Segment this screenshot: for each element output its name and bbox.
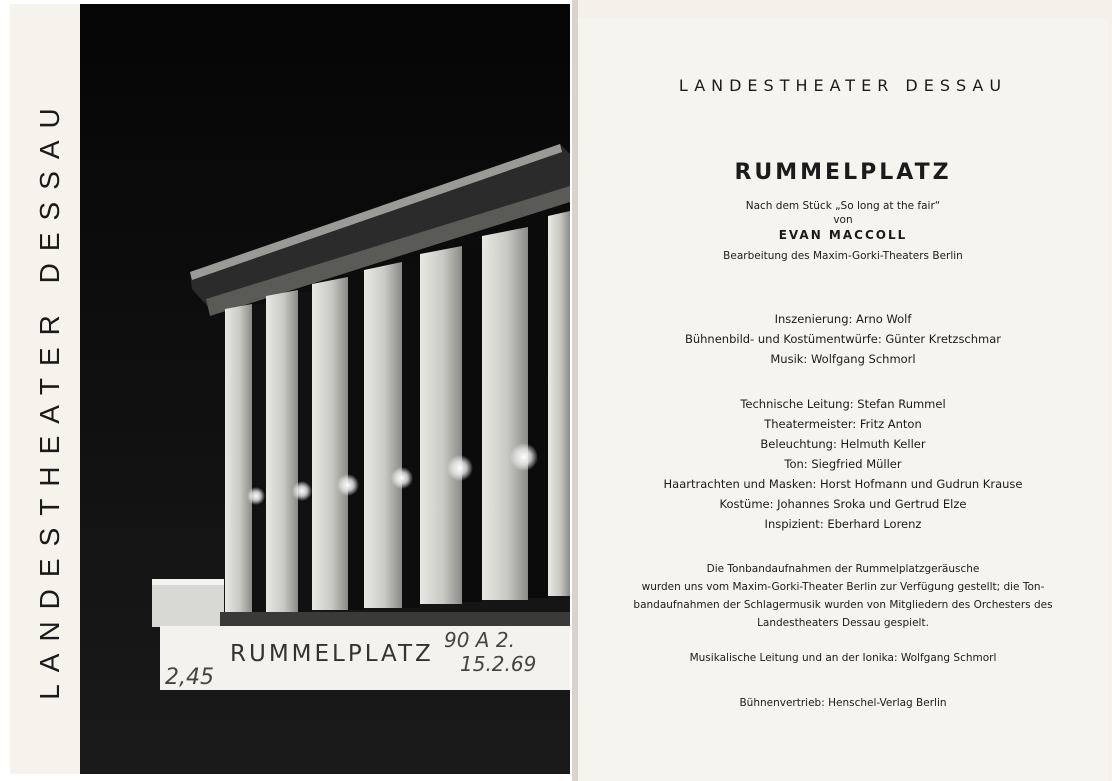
handwritten-price: 2,45 [165,665,214,690]
theater-heading: LANDESTHEATER DESSAU [678,76,1008,95]
cover-title: RUMMELPLATZ [230,641,434,667]
credit-line: Kostüme: Johannes Sroka und Gertrud Elze [719,497,967,511]
von-label: von [833,214,853,226]
credit-line: Inszenierung: Arno Wolf [774,312,912,326]
credit-line: Ton: Siegfried Müller [784,457,902,471]
author-name: EVAN MACCOLL [778,228,908,242]
handwritten-date: 15.2.69 [460,652,537,676]
credit-line: Musik: Wolfgang Schmorl [770,352,916,366]
distribution-credit: Bühnenvertrieb: Henschel-Verlag Berlin [739,697,947,709]
subtitle: Nach dem Stück „So long at the fair“ [745,200,941,212]
recording-note-line: Landestheaters Dessau gespielt. [757,617,929,629]
spine-text: LANDESTHEATER DESSAU [34,96,65,700]
recording-note-line: bandaufnahmen der Schlagermusik wurden von Mitgliedern des Orchesters des [633,599,1053,611]
credit-line: Inspizient: Eberhard Lorenz [764,517,922,531]
credit-line: Haartrachten und Masken: Horst Hofmann und Gudrun Krause [663,477,1023,491]
adaptation-credit: Bearbeitung des Maxim-Gorki-Theaters Berlin [723,250,963,262]
cover-spine [10,4,81,774]
handwritten-note: 90 A 2. [444,628,515,652]
play-title: RUMMELPLATZ [734,160,952,185]
credit-line: Bühnenbild- und Kostümentwürfe: Günter Kretzschmar [684,332,1002,346]
recording-note-line: wurden uns vom Maxim-Gorki-Theater Berlin zur Verfügung gestellt; die Ton- [641,581,1045,593]
music-direction: Musikalische Leitung und an der Ionika: Wolfgang Schmorl [689,652,997,664]
program-page [578,18,1108,781]
credit-line: Beleuchtung: Helmuth Keller [760,437,926,451]
credit-line: Theatermeister: Fritz Anton [764,417,922,431]
recording-note-line: Die Tonbandaufnahmen der Rummelplatzgeräusche [706,563,980,575]
credit-line: Technische Leitung: Stefan Rummel [740,397,946,411]
